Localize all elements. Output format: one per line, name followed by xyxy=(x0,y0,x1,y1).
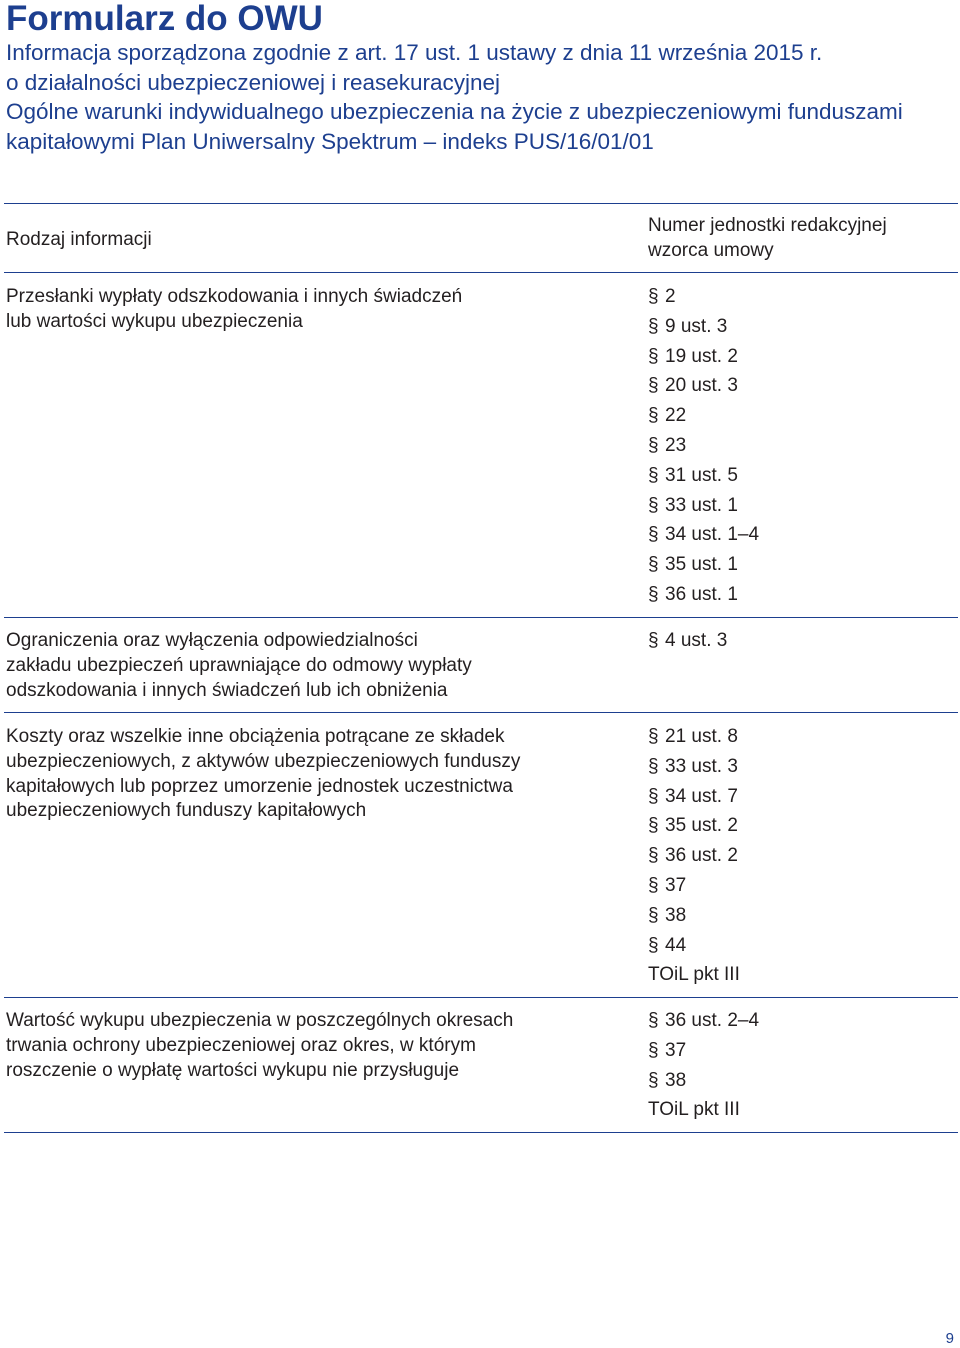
refs-cell xyxy=(648,626,958,656)
section-symbol-icon: § xyxy=(648,815,659,837)
row-divider xyxy=(4,712,958,713)
reference-item: § 20 ust. 3 xyxy=(648,371,958,401)
reference-item: § 2 xyxy=(648,282,958,312)
info-cell: Przesłanki wypłaty odszkodowania i innych świadczeń lub wartości wykupu ubezpieczenia xyxy=(6,286,463,332)
section-symbol-icon: § xyxy=(648,845,659,867)
section-symbol-icon: § xyxy=(648,345,659,367)
reference-item: TOiL pkt III xyxy=(648,964,740,986)
document-subtitle xyxy=(6,38,956,156)
info-cell: Koszty oraz wszelkie inne obciążenia potrącane ze składek ubezpieczeniowych, z aktywów ubezpieczeniowych funduszy kapitałowych lub poprzez umorzenie jednostek uczestnictwa ubezpieczeniowych funduszy kapitałowych xyxy=(6,726,521,822)
reference-item: § 37 xyxy=(648,871,958,901)
reference-item: TOiL pkt III xyxy=(648,1099,740,1121)
section-symbol-icon: § xyxy=(648,315,659,337)
subtitle-line: kapitałowymi Plan Uniwersalny Spektrum – indeks PUS/16/01/01 xyxy=(6,128,654,154)
document-title: Formularz do OWU xyxy=(6,0,323,38)
reference-item: § 23 xyxy=(648,431,958,461)
subtitle-line: Informacja sporządzona zgodnie z art. 17 ust. 1 ustawy z dnia 11 września 2015 r. xyxy=(6,40,823,65)
section-symbol-icon: § xyxy=(648,524,659,546)
reference-item: § 21 ust. 8 xyxy=(648,722,958,752)
row-divider xyxy=(4,272,958,273)
section-symbol-icon: § xyxy=(648,934,659,956)
reference-item: § 33 ust. 1 xyxy=(648,491,958,521)
section-symbol-icon: § xyxy=(648,755,659,777)
reference-item: § 38 xyxy=(648,1066,958,1096)
info-cell: Wartość wykupu ubezpieczenia w poszczególnych okresach trwania ochrony ubezpieczeniowej oraz okres, w którym roszczenie o wypłatę wartości wykupu nie przysługuje xyxy=(6,1010,514,1081)
row-divider xyxy=(4,617,958,618)
reference-item: § 19 ust. 2 xyxy=(648,342,958,372)
row-divider xyxy=(4,997,958,998)
reference-item: § 9 ust. 3 xyxy=(648,312,958,342)
section-symbol-icon: § xyxy=(648,1010,659,1031)
section-symbol-icon: § xyxy=(648,494,659,516)
table-bottom-rule xyxy=(4,1132,958,1133)
section-symbol-icon: § xyxy=(648,1039,659,1061)
reference-item: § 22 xyxy=(648,401,958,431)
section-symbol-icon: § xyxy=(648,464,659,486)
reference-item: § 35 ust. 2 xyxy=(648,811,958,841)
reference-item: § 34 ust. 7 xyxy=(648,782,958,812)
reference-item: § 36 ust. 1 xyxy=(648,580,958,610)
reference-item: § 4 ust. 3 xyxy=(648,626,958,656)
section-symbol-icon: § xyxy=(648,583,659,605)
table-top-rule xyxy=(4,203,958,204)
section-symbol-icon: § xyxy=(648,874,659,896)
page-number: 9 xyxy=(945,1330,954,1347)
refs-cell xyxy=(648,722,958,990)
reference-item: § 33 ust. 3 xyxy=(648,752,958,782)
subtitle-line: Ogólne warunki indywidualnego ubezpieczenia na życie z ubezpieczeniowymi funduszami xyxy=(6,99,903,124)
reference-item: § 36 ust. 2–4 xyxy=(648,1006,958,1036)
refs-cell xyxy=(648,282,958,610)
section-symbol-icon: § xyxy=(648,904,659,926)
info-cell: Ograniczenia oraz wyłączenia odpowiedzialności zakładu ubezpieczeń uprawniające do odmowy wypłaty odszkodowania i innych świadczeń lub ich obniżenia xyxy=(6,630,472,701)
reference-item: § 36 ust. 2 xyxy=(648,841,958,871)
reference-item: § 34 ust. 1–4 xyxy=(648,520,958,550)
column-header-unit: Numer jednostki redakcyjnej wzorca umowy xyxy=(648,215,887,261)
section-symbol-icon: § xyxy=(648,405,659,427)
section-symbol-icon: § xyxy=(648,286,659,307)
reference-item: § 38 xyxy=(648,901,958,931)
section-symbol-icon: § xyxy=(648,1069,659,1091)
section-symbol-icon: § xyxy=(648,726,659,747)
reference-item: § 37 xyxy=(648,1036,958,1066)
reference-item: § 35 ust. 1 xyxy=(648,550,958,580)
column-header-info: Rodzaj informacji xyxy=(6,229,152,250)
section-symbol-icon: § xyxy=(648,554,659,576)
reference-item: § 44 xyxy=(648,931,958,961)
reference-item: § 31 ust. 5 xyxy=(648,461,958,491)
section-symbol-icon: § xyxy=(648,785,659,807)
section-symbol-icon: § xyxy=(648,375,659,397)
subtitle-line: o działalności ubezpieczeniowej i reasekuracyjnej xyxy=(6,69,501,95)
refs-cell xyxy=(648,1006,958,1125)
section-symbol-icon: § xyxy=(648,630,659,651)
section-symbol-icon: § xyxy=(648,434,659,456)
